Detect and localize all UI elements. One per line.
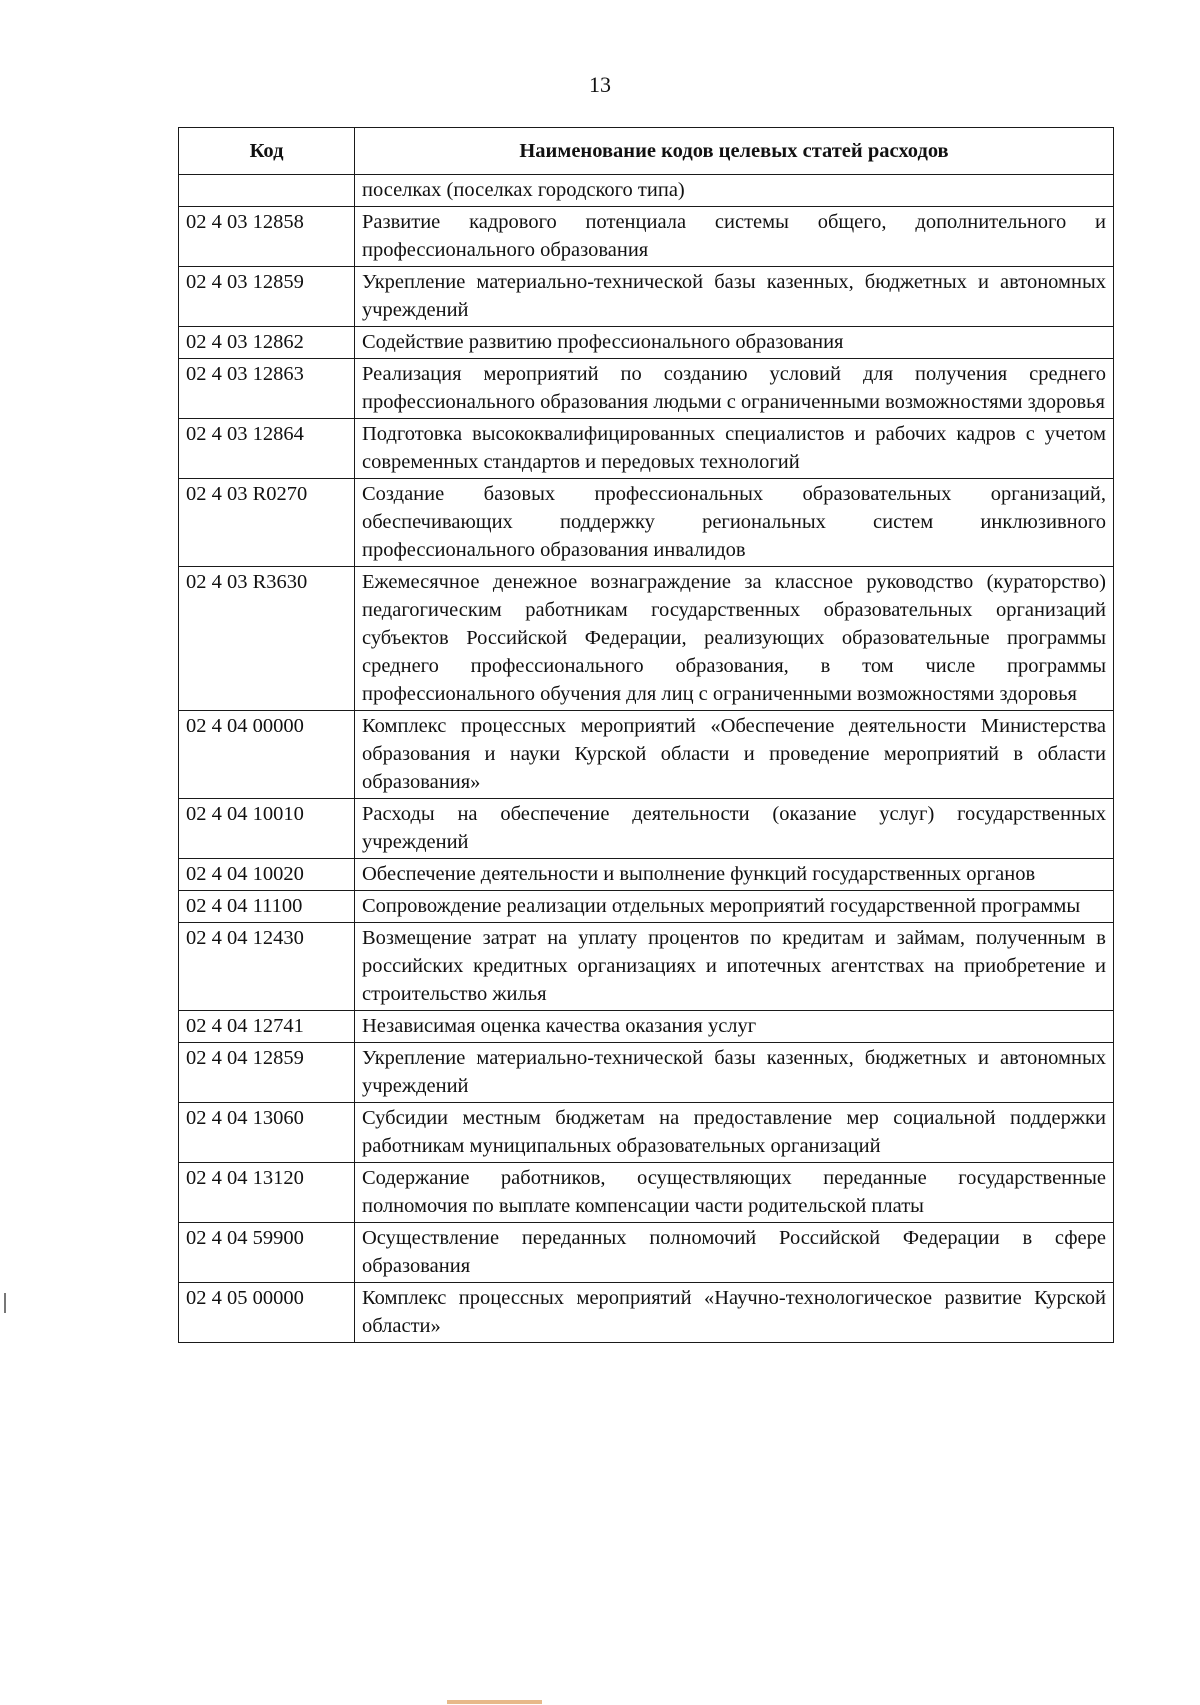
- row-code: 02 4 03 12864: [179, 419, 355, 479]
- page-number: 13: [589, 72, 611, 97]
- row-code: 02 4 05 00000: [179, 1283, 355, 1343]
- target-expense-codes-table: [178, 127, 1114, 1343]
- table-row: [179, 419, 1114, 479]
- table-row: [179, 567, 1114, 711]
- table-row: [179, 359, 1114, 419]
- table-row: [179, 1163, 1114, 1223]
- row-code: 02 4 04 10020: [179, 859, 355, 891]
- row-name: Комплекс процессных мероприятий «Научно-технологическое развитие Курской области»: [355, 1283, 1114, 1343]
- row-code: [179, 175, 355, 207]
- header-code: Код: [179, 128, 355, 175]
- row-name: Развитие кадрового потенциала системы общего, дополнительного и профессионального образования: [355, 207, 1114, 267]
- table-header-row: [179, 128, 1114, 175]
- row-code: 02 4 04 12741: [179, 1011, 355, 1043]
- row-name: Создание базовых профессиональных образовательных организаций, обеспечивающих поддержку региональных систем инклюзивного профессионального образования инвалидов: [355, 479, 1114, 567]
- row-name: Осуществление переданных полномочий Российской Федерации в сфере образования: [355, 1223, 1114, 1283]
- row-name: Субсидии местным бюджетам на предоставление мер социальной поддержки работникам муниципальных образовательных организаций: [355, 1103, 1114, 1163]
- table-row: [179, 1043, 1114, 1103]
- table-row: [179, 859, 1114, 891]
- table-row: [179, 1223, 1114, 1283]
- table-row: [179, 1011, 1114, 1043]
- row-name: Укрепление материально-технической базы казенных, бюджетных и автономных учреждений: [355, 1043, 1114, 1103]
- row-name: Независимая оценка качества оказания услуг: [355, 1011, 1114, 1043]
- table-row: [179, 1283, 1114, 1343]
- table-row: [179, 207, 1114, 267]
- row-code: 02 4 04 00000: [179, 711, 355, 799]
- scan-edge-mark: [447, 1700, 542, 1704]
- row-name: Сопровождение реализации отдельных мероприятий государственной программы: [355, 891, 1114, 923]
- table-row: [179, 327, 1114, 359]
- row-name: Возмещение затрат на уплату процентов по кредитам и займам, полученным в российских кредитных организациях и ипотечных агентствах на приобретение и строительство жилья: [355, 923, 1114, 1011]
- header-name: Наименование кодов целевых статей расходов: [355, 128, 1114, 175]
- row-code: 02 4 04 10010: [179, 799, 355, 859]
- table-row: [179, 175, 1114, 207]
- row-name: поселках (поселках городского типа): [355, 175, 1114, 207]
- row-name: Содержание работников, осуществляющих переданные государственные полномочия по выплате компенсации части родительской платы: [355, 1163, 1114, 1223]
- row-name: Расходы на обеспечение деятельности (оказание услуг) государственных учреждений: [355, 799, 1114, 859]
- row-code: 02 4 04 59900: [179, 1223, 355, 1283]
- scan-binding-mark: [4, 1293, 6, 1313]
- row-code: 02 4 03 12863: [179, 359, 355, 419]
- table-row: [179, 711, 1114, 799]
- row-name: Реализация мероприятий по созданию условий для получения среднего профессионального образования людьми с ограниченными возможностями здоровья: [355, 359, 1114, 419]
- table-row: [179, 1103, 1114, 1163]
- row-code: 02 4 03 12859: [179, 267, 355, 327]
- row-code: 02 4 03 12862: [179, 327, 355, 359]
- row-code: 02 4 03 R0270: [179, 479, 355, 567]
- row-name: Содействие развитию профессионального образования: [355, 327, 1114, 359]
- row-code: 02 4 03 12858: [179, 207, 355, 267]
- row-code: 02 4 04 12430: [179, 923, 355, 1011]
- row-code: 02 4 04 12859: [179, 1043, 355, 1103]
- row-name: Подготовка высококвалифицированных специалистов и рабочих кадров с учетом современных стандартов и передовых технологий: [355, 419, 1114, 479]
- table-row: [179, 799, 1114, 859]
- table-row: [179, 923, 1114, 1011]
- row-name: Укрепление материально-технической базы казенных, бюджетных и автономных учреждений: [355, 267, 1114, 327]
- row-name: Ежемесячное денежное вознаграждение за классное руководство (кураторство) педагогическим работникам государственных образовательных организаций субъектов Российской Федерации, реализующих образовательные программы среднего профессионального образования, в том числе программы профессионального обучения для лиц с ограниченными возможностями здоровья: [355, 567, 1114, 711]
- table-row: [179, 479, 1114, 567]
- table-row: [179, 267, 1114, 327]
- row-name: Обеспечение деятельности и выполнение функций государственных органов: [355, 859, 1114, 891]
- table-row: [179, 891, 1114, 923]
- row-code: 02 4 04 11100: [179, 891, 355, 923]
- row-code: 02 4 04 13060: [179, 1103, 355, 1163]
- row-code: 02 4 03 R3630: [179, 567, 355, 711]
- row-name: Комплекс процессных мероприятий «Обеспечение деятельности Министерства образования и науки Курской области и проведение мероприятий в области образования»: [355, 711, 1114, 799]
- row-code: 02 4 04 13120: [179, 1163, 355, 1223]
